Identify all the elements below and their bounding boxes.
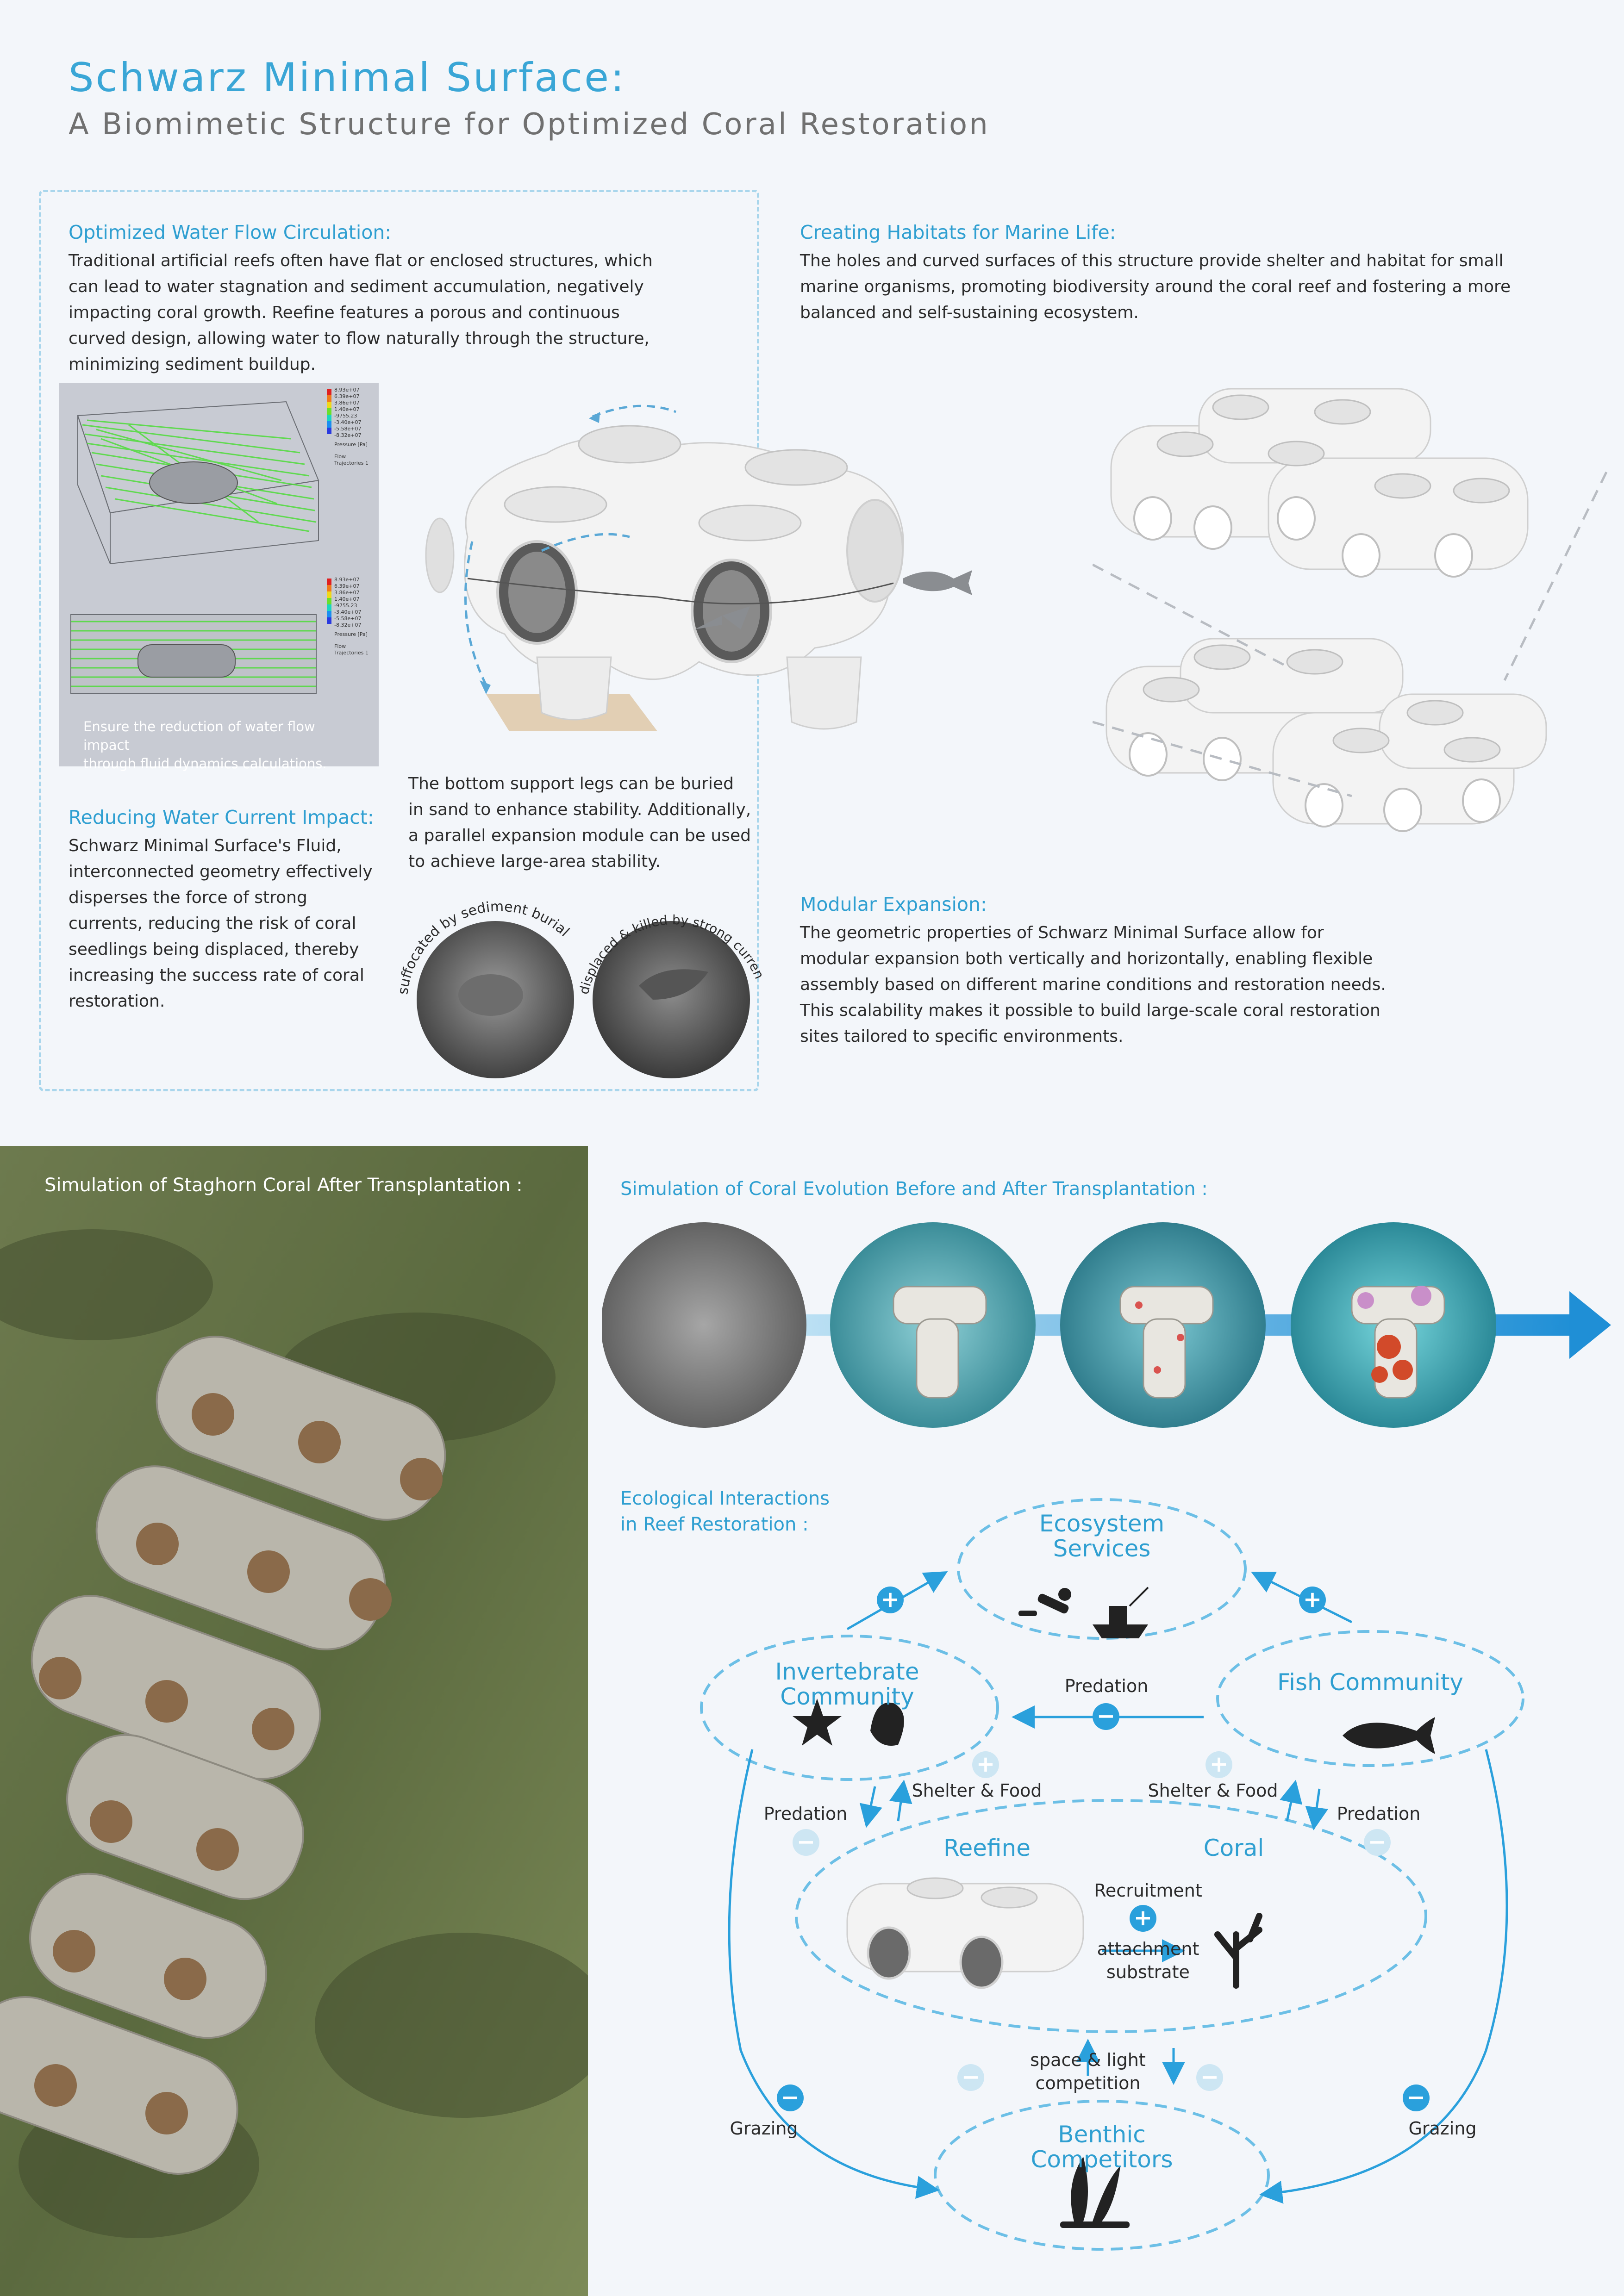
support-line: The bottom support legs can be buried [408, 774, 734, 793]
minus-icon: − [777, 2084, 804, 2111]
attachment-line: attachment [1097, 1939, 1199, 1959]
coral-label: Coral [1203, 1835, 1264, 1861]
modular-line: The geometric properties of Schwarz Minimal Surface allow for [800, 923, 1324, 942]
habitat-line: marine organisms, promoting biodiversity around the coral reef and fostering a more [800, 277, 1511, 296]
sediment-label: suffocated by sediment burial [395, 898, 573, 996]
modular-line: This scalability makes it possible to build large-scale coral restoration [800, 1001, 1380, 1020]
ecosystem-label [1009, 1511, 1194, 1561]
current-line: disperses the force of strong [69, 888, 307, 907]
fishing-boat-icon [1093, 1587, 1148, 1638]
evolution-stage-before [602, 1222, 806, 1428]
evolution-caption: Simulation of Coral Evolution Before and After Transplantation : [620, 1178, 1208, 1200]
ecology-title-line: in Reef Restoration : [620, 1514, 809, 1535]
legend-value: -9755.23 [334, 413, 357, 419]
modular-body [800, 920, 1587, 1050]
legend-value: -3.40e+07 [334, 609, 362, 615]
fish-label: Fish Community [1277, 1669, 1464, 1696]
legend-value: -8.32e+07 [334, 432, 362, 438]
minus-icon: − [957, 2064, 984, 2091]
current-label: displaced & killed by strong curren [576, 912, 767, 996]
invertebrate-label [755, 1659, 940, 1709]
legend-value: 6.39e+07 [334, 583, 360, 589]
plus-icon: + [1206, 1751, 1232, 1778]
predation-left-label: Predation [763, 1804, 848, 1824]
benthic-label [1009, 2122, 1194, 2172]
benthic-label-line: Benthic [1058, 2121, 1146, 2148]
diver-icon [1018, 1588, 1071, 1616]
flow-body [69, 248, 670, 378]
plus-icon: + [972, 1751, 999, 1778]
reefine-module-illustration [398, 398, 1148, 787]
flow-line: curved design, allowing water to flow naturally through the structure, [69, 329, 650, 348]
habitat-line: balanced and self-sustaining ecosystem. [800, 303, 1139, 322]
legend-value: 6.39e+07 [334, 393, 360, 399]
modular-line: assembly based on different marine conditions and restoration needs. [800, 975, 1386, 994]
predation-right-label: Predation [1337, 1804, 1421, 1824]
current-line: restoration. [69, 992, 165, 1011]
shelter-right-label: Shelter & Food [1148, 1780, 1278, 1801]
cfd-simulation-image [59, 383, 379, 766]
cfd-legend-bottom [334, 577, 376, 656]
current-line: interconnected geometry effectively [69, 862, 373, 881]
expansion-leader-lines [1093, 546, 1370, 805]
minus-icon: − [1093, 1703, 1119, 1730]
current-line: increasing the success rate of coral [69, 966, 364, 985]
current-heading: Reducing Water Current Impact: [69, 806, 374, 828]
legend-subtitle: Flow Trajectories 1 [334, 643, 369, 656]
staghorn-seabed-render [0, 1146, 588, 2296]
support-line: to achieve large-area stability. [408, 852, 661, 871]
plus-icon: + [1130, 1905, 1156, 1932]
competition-label [1018, 2048, 1157, 2095]
legend-value: 3.86e+07 [334, 590, 360, 596]
ecology-title-line: Ecological Interactions [620, 1488, 830, 1509]
modular-line: modular expansion both vertically and horizontally, enabling flexible [800, 949, 1373, 968]
current-line: currents, reducing the risk of coral [69, 914, 356, 933]
minus-icon: − [1364, 1829, 1391, 1856]
legend-value: 3.86e+07 [334, 400, 360, 406]
flow-line: minimizing sediment buildup. [69, 355, 316, 374]
legend-title: Pressure [Pa] [334, 442, 368, 448]
plus-icon: + [1299, 1587, 1326, 1613]
legend-value: -5.58e+07 [334, 616, 362, 622]
minus-icon: − [793, 1829, 819, 1856]
competition-line: competition [1035, 2073, 1141, 2093]
legend-value: -9755.23 [334, 603, 357, 609]
cfd-caption-line: Ensure the reduction of water flow impact [83, 719, 315, 753]
invertebrate-label-line: Invertebrate [775, 1658, 919, 1685]
staghorn-simulation-photo [0, 1146, 588, 2296]
recruitment-label: Recruitment [1094, 1880, 1202, 1901]
ecosystem-label-line: Services [1053, 1535, 1151, 1562]
current-photo [569, 879, 773, 1092]
flow-line: Traditional artificial reefs often have flat or enclosed structures, which [69, 251, 653, 270]
minus-icon: − [1403, 2084, 1430, 2111]
minus-icon: − [1196, 2064, 1223, 2091]
legend-value: 1.40e+07 [334, 406, 360, 412]
coral-icon [1218, 1916, 1259, 1985]
competition-line: space & light [1030, 2050, 1146, 2070]
cfd-caption-line: through fluid dynamics calculations. [83, 756, 327, 772]
flow-line: can lead to water stagnation and sediment accumulation, negatively [69, 277, 644, 296]
flow-line: impacting coral growth. Reefine features a porous and continuous [69, 303, 620, 322]
current-line: seedlings being displaced, thereby [69, 940, 359, 959]
attachment-label [1079, 1937, 1218, 1984]
invertebrate-label-line: Community [780, 1683, 914, 1710]
legend-title: Pressure [Pa] [334, 631, 368, 637]
reefine-module-render [398, 398, 1148, 787]
legend-value: -5.58e+07 [334, 426, 362, 432]
staghorn-caption: Simulation of Staghorn Coral After Transplantation : [44, 1175, 523, 1196]
evolution-arrow-icon [1569, 1291, 1611, 1359]
predation-top-label: Predation [1064, 1676, 1149, 1696]
current-body [69, 833, 393, 1014]
page-title: Schwarz Minimal Surface: [69, 55, 626, 101]
cfd-simulation-panel [59, 383, 379, 766]
page-subtitle: A Biomimetic Structure for Optimized Coral Restoration [69, 107, 990, 142]
legend-value: -8.32e+07 [334, 622, 362, 628]
habitat-line: The holes and curved surfaces of this structure provide shelter and habitat for small [800, 251, 1504, 270]
current-line: Schwarz Minimal Surface's Fluid, [69, 836, 342, 855]
threat-current [569, 879, 773, 1092]
legend-value: 8.93e+07 [334, 387, 360, 393]
cfd-legend-top [334, 387, 376, 467]
legend-value: -3.40e+07 [334, 419, 362, 425]
plus-icon: + [877, 1587, 904, 1613]
shelter-left-label: Shelter & Food [912, 1780, 1042, 1801]
reefine-label: Reefine [943, 1835, 1031, 1861]
legend-value: 1.40e+07 [334, 596, 360, 602]
cfd-caption [83, 717, 361, 773]
habitat-body [800, 248, 1587, 326]
legend-subtitle: Flow Trajectories 1 [334, 454, 369, 466]
modular-heading: Modular Expansion: [800, 893, 987, 915]
modular-line: sites tailored to specific environments. [800, 1027, 1124, 1046]
grazing-left-label: Grazing [730, 2118, 798, 2139]
legend-value: 8.93e+07 [334, 577, 360, 583]
reefine-mini-render [847, 1878, 1083, 1988]
ecosystem-label-line: Ecosystem [1039, 1510, 1165, 1537]
benthic-label-line: Competitors [1031, 2146, 1173, 2173]
flow-heading: Optimized Water Flow Circulation: [69, 221, 392, 243]
habitat-heading: Creating Habitats for Marine Life: [800, 221, 1116, 243]
grazing-right-label: Grazing [1408, 2118, 1477, 2139]
evolution-sequence [602, 1217, 1624, 1430]
support-line: a parallel expansion module can be used [408, 826, 751, 845]
support-body [408, 771, 769, 875]
fish-icon [1343, 1717, 1435, 1754]
attachment-line: substrate [1106, 1962, 1190, 1982]
support-line: in sand to enhance stability. Additionally, [408, 800, 751, 819]
